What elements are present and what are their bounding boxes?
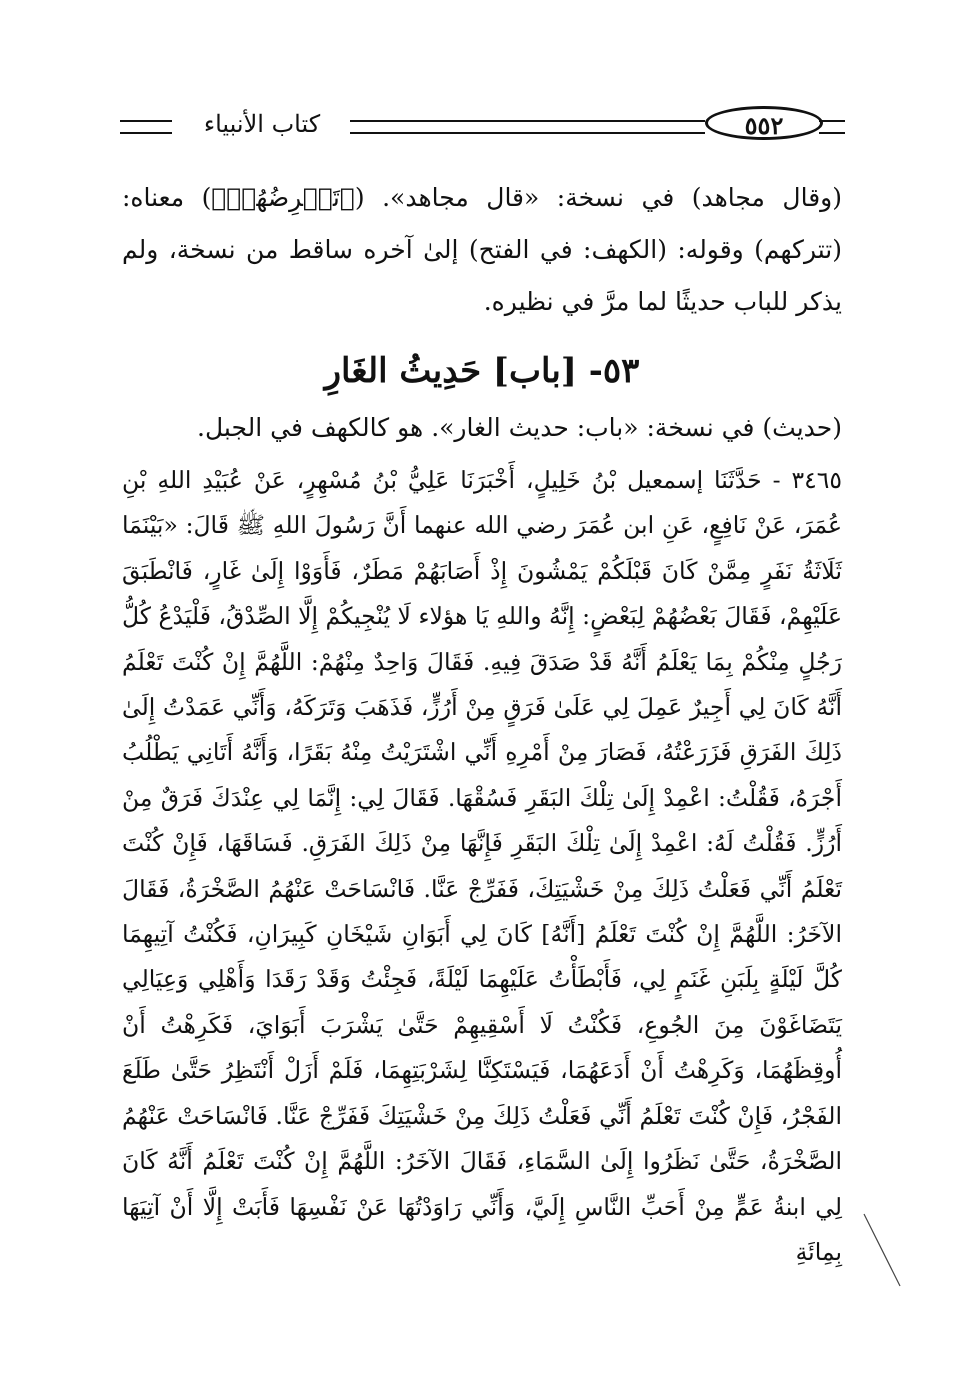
intro-paragraph: (وقال مجاهد) في نسخة: «قال مجاهد». (﴿تَقۡرِضُهُمۡ﴾) معناه: (تتركهم) وقوله: (الكهف: في الفتح) إلىٰ آخره ساقط من نسخة، ولم يذكر للباب حديثًا لما مرَّ في نظيره. [122,183,842,316]
hadith-text: ٣٤٦٥ - حَدَّثَنَا إسمعيل بْنُ خَلِيلٍ، أَخْبَرَنَا عَلِيُّ بْنُ مُسْهِرٍ، عَنْ عُبَيْدِ اللهِ بْنِ عُمَرَ، عَنْ نَافِعٍ، عَنِ ابن عُمَرَ رضي الله عنهما أَنَّ رَسُولَ اللهِ ﷺ قَالَ: «بَيْنَمَا ثَلَاثَةُ نَفَرٍ مِمَّنْ كَانَ قَبْلَكُمْ يَمْشُونَ إِذْ أَصَابَهُمْ مَطَرٌ، فَأَوَوْا إِلَىٰ غَارٍ، فَانْطَبَقَ عَلَيْهِمْ، فَقَالَ بَعْضُهُمْ لِبَعْضٍ: إِنَّهُ واللهِ يَا هؤلاء لَا يُنْجِيكُمْ إِلَّا الصِّدْقُ، فَلْيَدْعُ كُلُّ رَجُلٍ مِنْكُمْ بِمَا يَعْلَمُ أَنَّهُ قَدْ صَدَقَ فِيهِ. فَقَالَ وَاحِدٌ مِنْهُمْ: اللَّهُمَّ إِنْ كُنْتَ تَعْلَمُ أَنَّهُ كَانَ لِي أَجِيرٌ عَمِلَ لِي عَلَىٰ فَرَقٍ مِنْ أَرُزٍّ، فَذَهَبَ وَتَرَكَهُ، وَأَنِّي عَمَدْتُ إِلَىٰ ذَلِكَ الفَرَقِ فَزَرَعْتُهُ، فَصَارَ مِنْ أَمْرِهِ أَنِّي اشْتَرَيْتُ مِنْهُ بَقَرًا، وَأَنَّهُ أَتَانِي يَطْلُبُ أَجْرَهُ، فَقُلْتُ: اعْمِدْ إِلَىٰ تِلْكَ البَقَرِ فَسُقْهَا. فَقَالَ لِي: إِنَّمَا لِي عِنْدَكَ فَرَقٌ مِنْ أَرُزٍّ. فَقُلْتُ لَهُ: اعْمِدْ إِلَىٰ تِلْكَ البَقَرِ فَإِنَّهَا مِنْ ذَلِكَ الفَرَقِ. فَسَاقَهَا، فَإِنْ كُنْتَ تَعْلَمُ أَنِّي فَعَلْتُ ذَلِكَ مِنْ خَشْيَتِكَ، فَفَرِّجْ عَنَّا. فَانْسَاحَتْ عَنْهُمُ الصَّخْرَةُ، فَقَالَ الآخَرُ: اللَّهُمَّ إِنْ كُنْتَ تَعْلَمُ [أَنَّهُ] كَانَ لِي أَبَوَانِ شَيْخَانِ كَبِيرَانِ، فَكُنْتُ آتِيهِمَا كُلَّ لَيْلَةٍ بِلَبَنِ غَنَمٍ لِي، فَأَبْطَأْتُ عَلَيْهِمَا لَيْلَةً، فَجِئْتُ وَقَدْ رَقَدَا وَأَهْلِي وَعِيَالِي يَتَضَاغَوْنَ مِنَ الجُوعِ، فَكُنْتُ لَا أَسْقِيهِمْ حَتَّىٰ يَشْرَبَ أَبَوَايَ، فَكَرِهْتُ أَنْ أُوقِظَهُمَا، وَكَرِهْتُ أَنْ أَدَعَهُمَا، فَيَسْتَكِنَّا لِشَرْبَتِهِمَا، فَلَمْ أَزَلْ أَنْتَظِرُ حَتَّىٰ طَلَعَ الفَجْرُ، فَإِنْ كُنْتَ تَعْلَمُ أَنِّي فَعَلْتُ ذَلِكَ مِنْ خَشْيَتِكَ فَفَرِّجْ عَنَّا. فَانْسَاحَتْ عَنْهُمُ الصَّخْرَةُ، حَتَّىٰ نَظَرُوا إِلَىٰ السَّمَاءِ، فَقَالَ الآخَرُ: اللَّهُمَّ إِنْ كُنْتَ تَعْلَمُ أَنَّهُ كَانَ لِي ابنةُ عَمٍّ مِنْ أَحَبِّ النَّاسِ إِلَيَّ، وَأَنِّي رَاوَدْتُهَا عَنْ نَفْسِهَا فَأَبَتْ إِلَّا أَنْ آتِيَهَا بِمِائَةِ [122,466,842,1266]
page-header [120,104,845,148]
header-rule-middle [350,120,705,134]
page-number: ٥٥٢ [705,106,823,140]
page-body [122,172,842,1275]
book-title: كتاب الأنبياء [203,110,321,138]
header-rule-right [819,120,845,134]
intro-section [122,172,842,328]
chapter-title: ٥٣- [باب] حَدِيثُ الغَارِ [324,351,640,391]
hadith-section [122,458,842,1275]
header-rule-left [120,120,172,134]
chapter-note: (حديث) في نسخة: «باب: حديث الغار». هو كالكهف في الجبل. [197,413,842,442]
chapter-note-section [122,402,842,454]
margin-mark-icon [862,1210,902,1290]
